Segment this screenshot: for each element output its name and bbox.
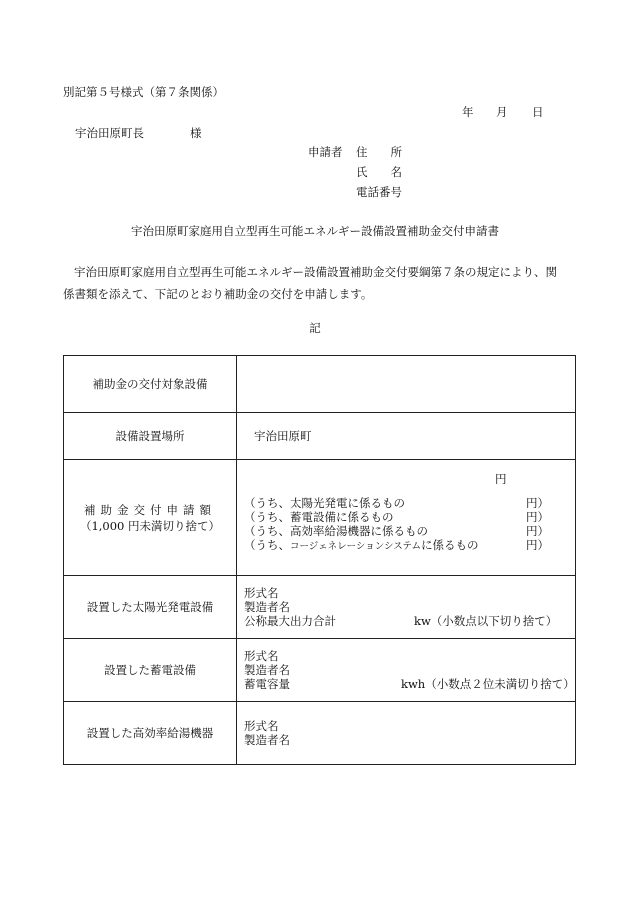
breakdown-prefix: （うち、 [244,538,290,552]
date-month-label: 月 [496,105,508,119]
target-equipment-label: 補助金の交付対象設備 [64,356,237,413]
storage-maker-label: 製造者名 [244,663,290,677]
breakdown-name: 高効率給湯機器に係るもの [290,524,428,538]
storage-capacity-line [244,677,575,691]
installation-location-value[interactable]: 宇治田原町 [237,413,576,460]
storage-equipment-label: 設置した蓄電設備 [64,639,237,702]
application-amount-note: （1,000 円未満切り捨て） [79,518,221,533]
breakdown-name-small: コージェネレーションシステム [290,541,422,552]
breakdown-unit: 円） [526,496,549,510]
water-heater-model-label: 形式名 [244,719,279,733]
breakdown-prefix: （うち、 [244,524,290,538]
storage-capacity-label: 蓄電容量 [244,677,290,691]
row-application-amount [64,460,576,576]
water-heater-maker-label: 製造者名 [244,733,290,747]
document-body [63,261,577,305]
breakdown-unit: 円） [526,510,549,524]
breakdown-solar [244,496,575,510]
applicant-phone-label: 電話番号 [356,185,402,199]
breakdown-water-heater [244,524,575,538]
row-solar-equipment [64,576,576,639]
solar-output-line [244,614,575,628]
total-yen-unit: 円 [495,472,507,486]
application-table [63,355,576,765]
water-heater-value[interactable] [237,702,576,765]
solar-equipment-value[interactable] [237,576,576,639]
target-equipment-value[interactable] [237,356,576,413]
storage-equipment-value[interactable] [237,639,576,702]
applicant-name-label: 氏 名 [356,165,402,179]
solar-output-label: 公称最大出力合計 [244,614,336,628]
body-line-1: 宇治田原町家庭用自立型再生可能エネルギー設備設置補助金交付要綱第７条の規定により、関 [74,265,557,279]
installation-location-label: 設備設置場所 [64,413,237,460]
ki-heading: 記 [309,321,321,335]
row-target-equipment [64,356,576,413]
solar-maker-label: 製造者名 [244,600,290,614]
breakdown-cogeneration [244,538,575,552]
applicant-address-label: 住 所 [356,145,402,159]
addressee: 宇治田原町長 [75,126,144,140]
breakdown-name: に係るもの [421,538,479,552]
breakdown-name: 太陽光発電に係るもの [290,496,405,510]
breakdown-storage [244,510,575,524]
date-day-label: 日 [532,105,544,119]
application-amount-label: 補助金交付申請額 [84,502,216,517]
applicant-label: 申請者 [308,145,343,159]
application-amount-label-cell [64,460,237,576]
date-year-label: 年 [462,105,474,119]
row-storage-equipment [64,639,576,702]
storage-capacity-unit: kwh（小数点２位未満切り捨て） [401,677,575,691]
addressee-honorific: 様 [190,126,202,140]
row-installation-location [64,413,576,460]
document-title: 宇治田原町家庭用自立型再生可能エネルギー設備設置補助金交付申請書 [131,224,499,238]
breakdown-unit: 円） [526,524,549,538]
breakdown-name: 蓄電設備に係るもの [290,510,394,524]
water-heater-label: 設置した高効率給湯機器 [64,702,237,765]
storage-model-label: 形式名 [244,649,279,663]
breakdown-prefix: （うち、 [244,510,290,524]
application-amount-value[interactable] [237,460,576,576]
form-number: 別記第５号様式（第７条関係） [63,85,224,99]
row-water-heater [64,702,576,765]
solar-equipment-label: 設置した太陽光発電設備 [64,576,237,639]
breakdown-prefix: （うち、 [244,496,290,510]
solar-model-label: 形式名 [244,586,279,600]
solar-output-unit: kw（小数点以下切り捨て） [414,614,558,628]
breakdown-unit: 円） [526,538,549,552]
body-line-2: 係書類を添えて、下記のとおり補助金の交付を申請します。 [63,287,373,301]
